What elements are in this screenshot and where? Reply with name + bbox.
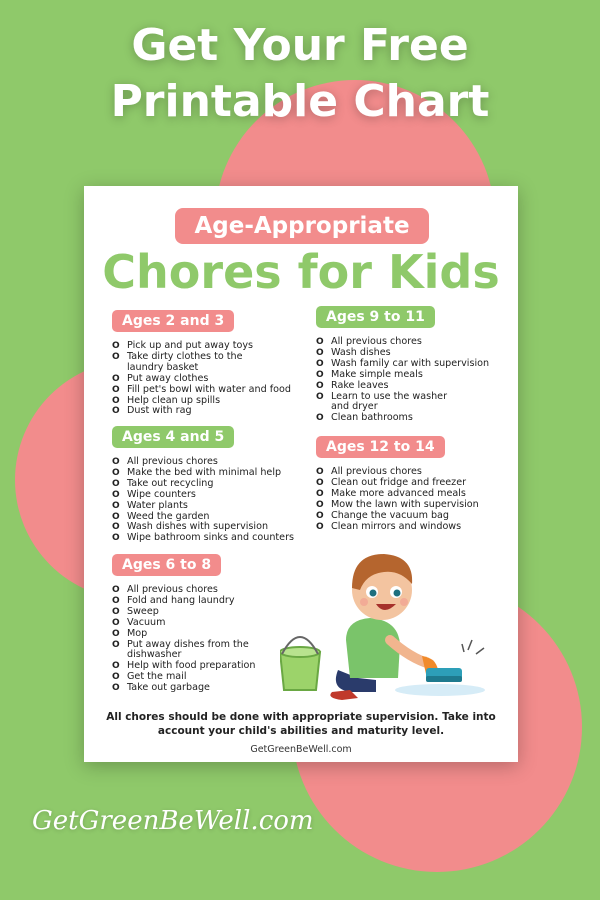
circle-bullet-icon: O bbox=[112, 467, 120, 478]
chart-title: Chores for Kids bbox=[102, 245, 500, 299]
circle-bullet-icon: O bbox=[316, 380, 324, 391]
list-item: O Make simple meals bbox=[316, 368, 423, 380]
circle-bullet-icon: O bbox=[316, 413, 324, 424]
section-label: Ages 9 to 11 bbox=[316, 306, 435, 328]
circle-bullet-icon: O bbox=[112, 533, 120, 544]
list-item: O Vacuum bbox=[112, 616, 166, 628]
circle-bullet-icon: O bbox=[112, 341, 120, 351]
circle-bullet-icon: O bbox=[316, 369, 324, 380]
circle-bullet-icon: O bbox=[112, 395, 120, 406]
circle-bullet-icon: O bbox=[112, 457, 120, 467]
circle-bullet-icon: O bbox=[316, 499, 324, 510]
list-item: O Make the bed with minimal help bbox=[112, 466, 282, 478]
circle-bullet-icon: O bbox=[112, 478, 120, 489]
list-item: O Clean out fridge and freezer bbox=[316, 476, 467, 488]
list-item: O Help with food preparation bbox=[112, 660, 256, 672]
chore-chart-sheet[interactable] bbox=[84, 186, 518, 762]
circle-bullet-icon: O bbox=[112, 628, 120, 639]
list-item: O Dust with rag bbox=[112, 405, 192, 417]
list-item: O All previous chores bbox=[316, 466, 422, 477]
circle-bullet-icon: O bbox=[112, 522, 120, 533]
circle-bullet-icon: O bbox=[112, 672, 120, 683]
list-item: O Rake leaves bbox=[316, 379, 389, 391]
list-item: O Weed the garden bbox=[112, 510, 210, 522]
subtitle-pill: Age-Appropriate bbox=[175, 208, 429, 244]
list-item: O All previous chores bbox=[112, 456, 218, 467]
circle-bullet-icon: O bbox=[112, 373, 120, 384]
circle-bullet-icon: O bbox=[316, 391, 324, 402]
circle-bullet-icon: O bbox=[316, 337, 324, 347]
list-item: O Clean mirrors and windows bbox=[316, 520, 462, 532]
circle-bullet-icon: O bbox=[112, 639, 120, 650]
circle-bullet-icon: O bbox=[316, 467, 324, 477]
list-item: O Make more advanced meals bbox=[316, 487, 466, 499]
list-item: O All previous chores bbox=[316, 336, 422, 347]
boy-cleaning-floor-illustration bbox=[280, 540, 500, 710]
list-item: O Learn to use the washer and dryer bbox=[316, 390, 448, 413]
circle-bullet-icon: O bbox=[112, 617, 120, 628]
footer-note: All chores should be done with appropriate supervision. Take into account your child's abilities and maturity level. bbox=[106, 711, 496, 737]
chore-list bbox=[112, 585, 267, 694]
list-item: O Wash family car with supervision bbox=[316, 357, 490, 369]
circle-bullet-icon: O bbox=[112, 406, 120, 417]
circle-bullet-icon: O bbox=[316, 510, 324, 521]
brand-watermark: GetGreenBeWell.com bbox=[32, 806, 314, 836]
chore-list bbox=[112, 341, 291, 417]
headline-line2: Printable Chart bbox=[110, 76, 490, 127]
circle-bullet-icon: O bbox=[112, 661, 120, 672]
list-item: O Get the mail bbox=[112, 671, 187, 683]
list-item: O Clean bathrooms bbox=[316, 412, 413, 424]
chore-list bbox=[112, 457, 294, 544]
list-item: O Fold and hang laundry bbox=[112, 594, 235, 606]
chore-list bbox=[316, 467, 479, 532]
list-item: O Fill pet's bowl with water and food bbox=[112, 383, 291, 395]
list-item: O Take out garbage bbox=[112, 682, 210, 694]
list-item: O Sweep bbox=[112, 605, 159, 617]
list-item: O Put away clothes bbox=[112, 372, 209, 384]
list-item: O Pick up and put away toys bbox=[112, 340, 254, 351]
list-item: O Mop bbox=[112, 627, 148, 639]
list-item: O Take out recycling bbox=[112, 477, 214, 489]
circle-bullet-icon: O bbox=[316, 477, 324, 488]
circle-bullet-icon: O bbox=[112, 683, 120, 694]
circle-bullet-icon: O bbox=[112, 489, 120, 500]
circle-bullet-icon: O bbox=[316, 521, 324, 532]
circle-bullet-icon: O bbox=[112, 511, 120, 522]
circle-bullet-icon: O bbox=[316, 358, 324, 369]
section-ages-12-14 bbox=[316, 436, 479, 532]
section-label: Ages 4 and 5 bbox=[112, 426, 234, 448]
list-item: O Change the vacuum bag bbox=[316, 509, 450, 521]
list-item: O Help clean up spills bbox=[112, 394, 221, 406]
list-item: O Put away dishes from the dishwasher bbox=[112, 638, 249, 661]
list-item: O Water plants bbox=[112, 499, 188, 511]
section-ages-4-5 bbox=[112, 426, 294, 544]
list-item: O Mow the lawn with supervision bbox=[316, 498, 479, 510]
chore-list bbox=[316, 337, 489, 424]
list-item: O Wash dishes with supervision bbox=[112, 521, 269, 533]
list-item: O Wipe counters bbox=[112, 488, 196, 500]
section-ages-2-3 bbox=[112, 310, 291, 417]
circle-bullet-icon: O bbox=[112, 384, 120, 395]
section-ages-6-8 bbox=[112, 554, 267, 694]
section-label: Ages 12 to 14 bbox=[316, 436, 445, 458]
circle-bullet-icon: O bbox=[112, 500, 120, 511]
section-label: Ages 2 and 3 bbox=[112, 310, 234, 332]
footer-url: GetGreenBeWell.com bbox=[250, 744, 352, 755]
section-ages-9-11 bbox=[316, 306, 489, 424]
list-item: O All previous chores bbox=[112, 584, 218, 595]
circle-bullet-icon: O bbox=[112, 606, 120, 617]
list-item: O Wipe bathroom sinks and counters bbox=[112, 532, 295, 544]
list-item: O Wash dishes bbox=[316, 346, 391, 358]
headline-line1: Get Your Free bbox=[131, 20, 469, 71]
circle-bullet-icon: O bbox=[316, 488, 324, 499]
circle-bullet-icon: O bbox=[112, 351, 120, 362]
list-item: O Take dirty clothes to the laundry basket bbox=[112, 350, 243, 373]
circle-bullet-icon: O bbox=[316, 347, 324, 358]
section-label: Ages 6 to 8 bbox=[112, 554, 221, 576]
circle-bullet-icon: O bbox=[112, 595, 120, 606]
headline bbox=[0, 18, 600, 130]
circle-bullet-icon: O bbox=[112, 585, 120, 595]
